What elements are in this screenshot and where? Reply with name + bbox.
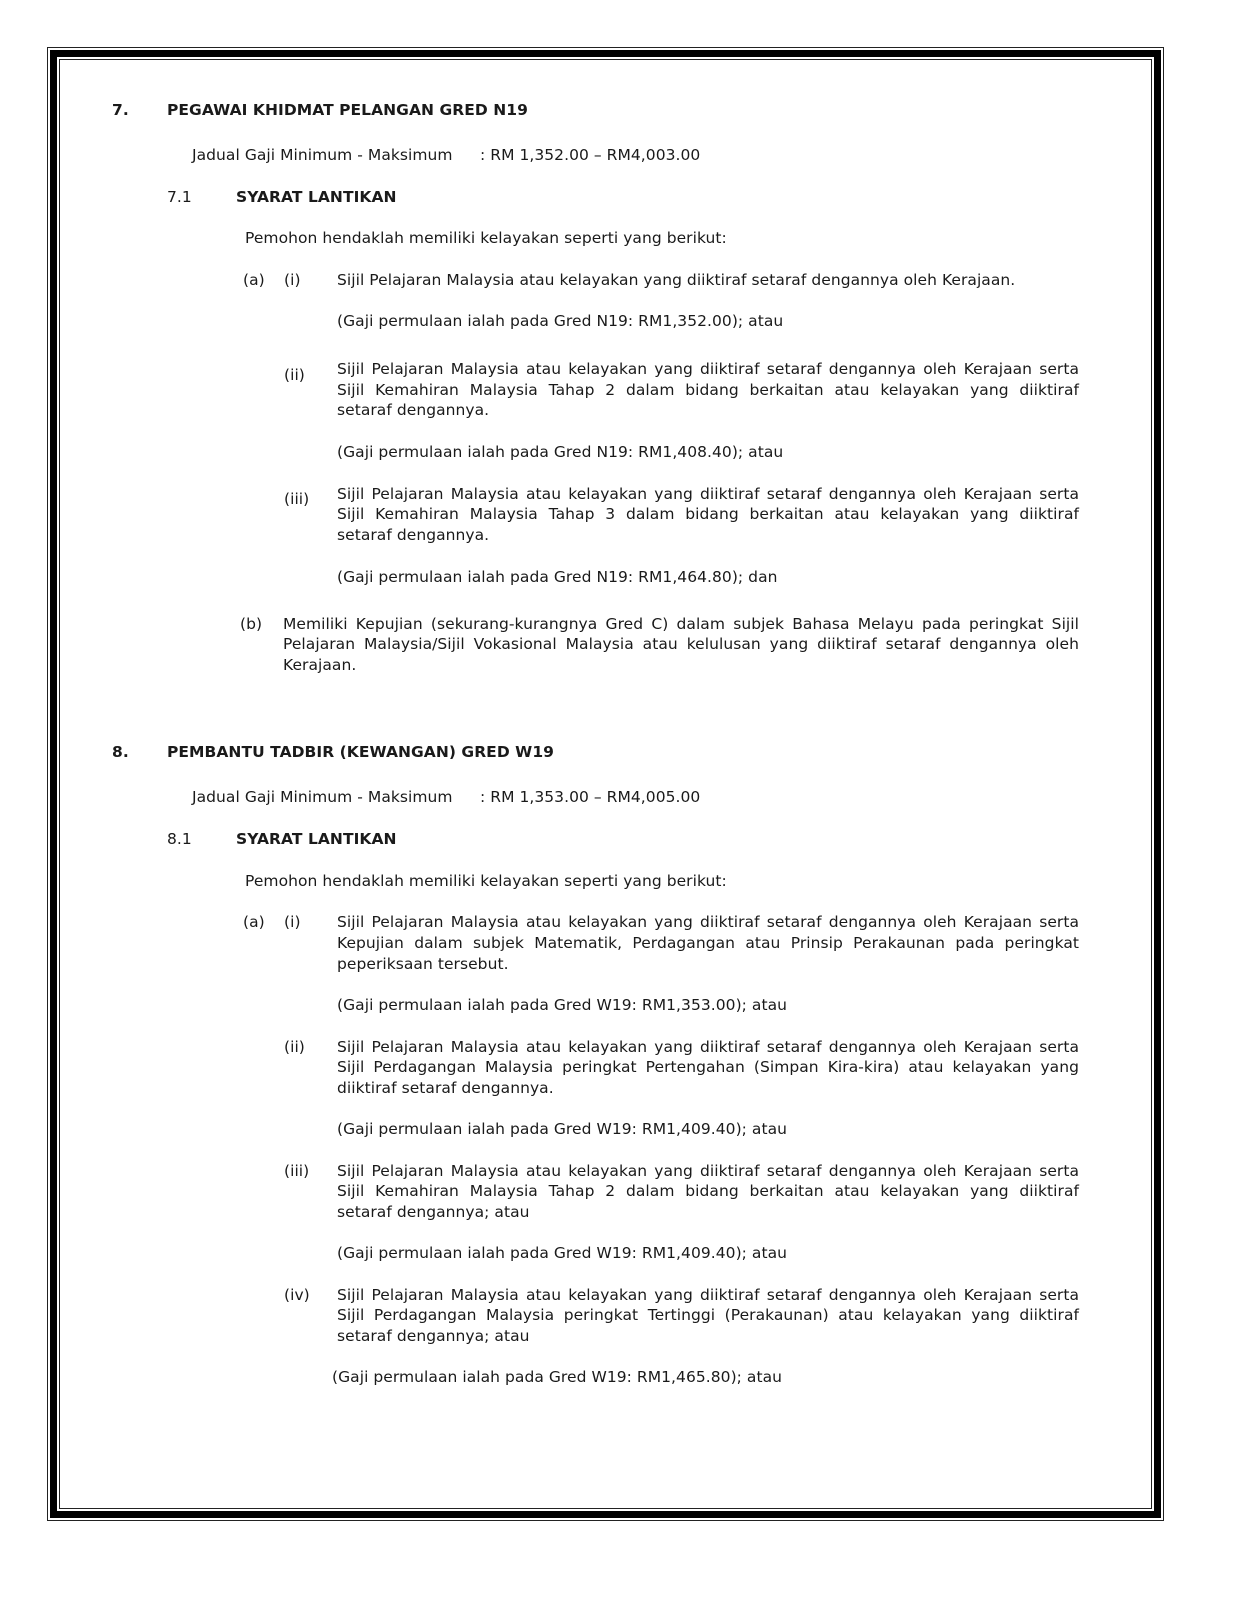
item-text: setaraf dengannya; atau xyxy=(337,1203,530,1221)
item-text: Memiliki Kepujian (sekurang-kurangnya Gred C) dalam subjek Bahasa Melayu pada peringkat Sijil xyxy=(283,615,1079,633)
item-text: setaraf dengannya; atau xyxy=(337,1327,530,1345)
item-text: Sijil Pelajaran Malaysia atau kelayakan yang diiktiraf setaraf dengannya oleh Kerajaan serta xyxy=(337,1286,1079,1304)
section-title: PEMBANTU TADBIR (KEWANGAN) GRED W19 xyxy=(167,743,555,761)
subsection-title: SYARAT LANTIKAN xyxy=(236,188,397,206)
item-pay: (Gaji permulaan ialah pada Gred W19: RM1,465.80); atau xyxy=(332,1368,783,1386)
item-pay: (Gaji permulaan ialah pada Gred N19: RM1,408.40); atau xyxy=(337,443,784,461)
item-text: Sijil Kemahiran Malaysia Tahap 2 dalam bidang berkaitan atau kelayakan yang diiktiraf xyxy=(337,1182,1079,1200)
item-a-label: (a) xyxy=(243,913,265,931)
subsection-title: SYARAT LANTIKAN xyxy=(236,830,397,848)
item-label: (iv) xyxy=(284,1286,310,1304)
item-label: (ii) xyxy=(284,1038,305,1056)
intro-text: Pemohon hendaklah memiliki kelayakan seperti yang berikut: xyxy=(245,229,727,247)
item-label: (iii) xyxy=(284,490,310,508)
item-text: peperiksaan tersebut. xyxy=(337,955,509,973)
item-text: Sijil Pelajaran Malaysia atau kelayakan yang diiktiraf setaraf dengannya oleh Kerajaan. xyxy=(337,271,1016,289)
item-text: Sijil Pelajaran Malaysia atau kelayakan yang diiktiraf setaraf dengannya oleh Kerajaan serta xyxy=(337,360,1079,378)
section-number: 8. xyxy=(112,743,129,761)
intro-text: Pemohon hendaklah memiliki kelayakan seperti yang berikut: xyxy=(245,872,727,890)
item-pay: (Gaji permulaan ialah pada Gred N19: RM1,352.00); atau xyxy=(337,312,784,330)
salary-label: Jadual Gaji Minimum - Maksimum xyxy=(192,788,453,806)
item-text: setaraf dengannya. xyxy=(337,526,490,544)
item-pay: (Gaji permulaan ialah pada Gred N19: RM1,464.80); dan xyxy=(337,568,778,586)
section-number: 7. xyxy=(112,101,129,119)
item-text: setaraf dengannya. xyxy=(337,401,490,419)
item-b-label: (b) xyxy=(240,615,263,633)
item-text: Kerajaan. xyxy=(283,656,357,674)
item-text: Pelajaran Malaysia/Sijil Vokasional Malaysia atau kelulusan yang diiktiraf setaraf dengannya oleh xyxy=(283,635,1079,653)
item-text: Sijil Pelajaran Malaysia atau kelayakan yang diiktiraf setaraf dengannya oleh Kerajaan serta xyxy=(337,913,1079,931)
item-text: Sijil Kemahiran Malaysia Tahap 3 dalam bidang berkaitan atau kelayakan yang diiktiraf xyxy=(337,505,1079,523)
item-text: Sijil Pelajaran Malaysia atau kelayakan yang diiktiraf setaraf dengannya oleh Kerajaan serta xyxy=(337,1038,1079,1056)
item-text: diiktiraf setaraf dengannya. xyxy=(337,1079,554,1097)
item-text: Sijil Pelajaran Malaysia atau kelayakan yang diiktiraf setaraf dengannya oleh Kerajaan serta xyxy=(337,485,1079,503)
item-text: Sijil Perdagangan Malaysia peringkat Pertengahan (Simpan Kira-kira) atau kelayakan yang xyxy=(337,1058,1079,1076)
salary-value: : RM 1,352.00 – RM4,003.00 xyxy=(480,146,701,164)
item-text: Sijil Pelajaran Malaysia atau kelayakan yang diiktiraf setaraf dengannya oleh Kerajaan serta xyxy=(337,1162,1079,1180)
item-text: Sijil Perdagangan Malaysia peringkat Tertinggi (Perakaunan) atau kelayakan yang diiktiraf xyxy=(337,1306,1079,1324)
item-label: (i) xyxy=(284,913,301,931)
item-pay: (Gaji permulaan ialah pada Gred W19: RM1,409.40); atau xyxy=(337,1120,788,1138)
item-a-label: (a) xyxy=(243,271,265,289)
section-title: PEGAWAI KHIDMAT PELANGAN GRED N19 xyxy=(167,101,528,119)
item-text: Sijil Kemahiran Malaysia Tahap 2 dalam bidang berkaitan atau kelayakan yang diiktiraf xyxy=(337,381,1079,399)
subsection-number: 7.1 xyxy=(167,188,192,206)
salary-value: : RM 1,353.00 – RM4,005.00 xyxy=(480,788,701,806)
item-pay: (Gaji permulaan ialah pada Gred W19: RM1,353.00); atau xyxy=(337,996,788,1014)
salary-label: Jadual Gaji Minimum - Maksimum xyxy=(192,146,453,164)
item-label: (iii) xyxy=(284,1162,310,1180)
subsection-number: 8.1 xyxy=(167,830,192,848)
item-label: (ii) xyxy=(284,366,305,384)
item-pay: (Gaji permulaan ialah pada Gred W19: RM1,409.40); atau xyxy=(337,1244,788,1262)
item-label: (i) xyxy=(284,271,301,289)
item-text: Kepujian dalam subjek Matematik, Perdagangan atau Prinsip Perakaunan pada peringkat xyxy=(337,934,1079,952)
